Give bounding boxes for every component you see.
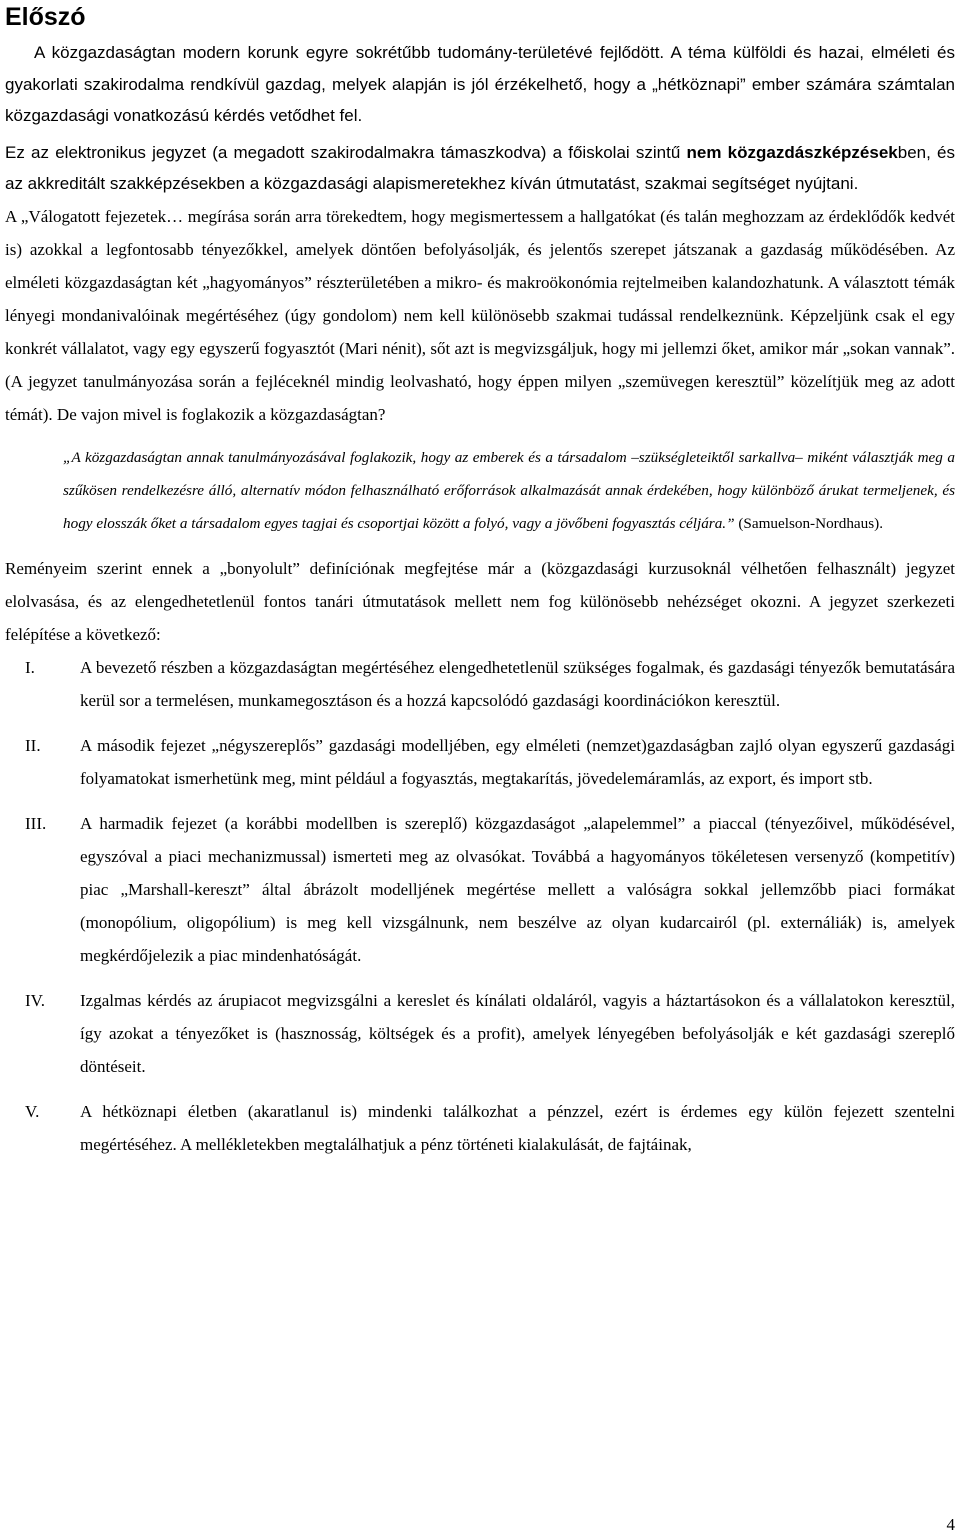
list-item-text: A bevezető részben a közgazdaságtan megértéséhez elengedhetetlenül szükséges fogalmak, és gazdasági tényezők bemutatására kerül sor a termelésen, munkamegosztáson és a hozzá kapcsolódó gazdasági koordinációkon keresztül. [80, 657, 955, 710]
quote-source: (Samuelson-Nordhaus). [734, 514, 884, 532]
definition-quote [63, 441, 955, 540]
list-item-text: A hétköznapi életben (akaratlanul is) mindenki találkozhat a pénzzel, ezért is érdemes egy külön fejezett szentelni megértéséhez. A mellékletekben megtalálhatjuk a pénz történeti kialakulását, de fajtáinak, [80, 1101, 955, 1154]
list-item-text: A harmadik fejezet (a korábbi modellben is szereplő) közgazdaságot „alapelemmel” a piaccal (tényezőivel, működésével, egyszóval a piaci mechanizmussal) ismerteti meg az olvasókat. Továbbá a hagyományos tökéletesen versenyző (kompetitív) piac „Marshall-kereszt” által ábrázolt modelljének megértése mellett a valóságra sokkal jellemzőbb piaci formákat (monopólium, oligopólium) is meg kell vizsgálnunk, nem beszélve az olyan kudarcairól (pl. externáliák) is, amelyek megkérdőjelezik a piac mindenhatóságát. [80, 813, 955, 965]
quote-text: „A közgazdaságtan annak tanulmányozásával foglakozik, hogy az emberek és a társadalom –szükségleteiktől sarkallva– miként választják meg a szűkösen rendelkezésre álló, alternatív módon felhasználható erőforrások alkalmazását annak érdekében, hogy különböző árukat termeljenek, és hogy elosszák őket a társadalom egyes tagjai és csoportjai között a folyó, vagy a jövőbeni fogyasztás céljára.” [63, 448, 955, 532]
page-number: 4 [946, 1515, 955, 1534]
purpose-emphasis: nem közgazdászképzések [686, 142, 898, 162]
purpose-paragraph [5, 137, 955, 200]
structure-list [5, 651, 955, 1161]
purpose-text-end: ben, és az akkreditált szakképzésekben a közgazdasági alapismeretekhez kíván útmutatást, szakmai segítséget nyújtani. [5, 142, 955, 193]
list-item-number: V. [25, 1101, 40, 1121]
list-item [5, 807, 955, 972]
list-item-text: A második fejezet „négyszereplős” gazdasági modelljében, egy elméleti (nemzet)gazdaságban zajló olyan egyszerű gazdasági folyamatokat ismerhetünk meg, mint például a fogyasztás, megtakarítás, jövedelemáramlás, az export, és import stb. [80, 735, 955, 788]
page-title: Előszó [5, 3, 86, 31]
list-item-number: II. [25, 735, 41, 755]
list-item [5, 729, 955, 795]
list-item [5, 651, 955, 717]
intro-paragraph: A közgazdaságtan modern korunk egyre sokrétűbb tudomány-területévé fejlődött. A téma külföldi és hazai, elméleti és gyakorlati szakirodalma rendkívül gazdag, melyek alapján is jól érzékelhető, hogy a „hétköznapi” ember számára számtalan közgazdasági vonatkozású kérdés vetődhet fel. [5, 43, 955, 125]
purpose-text-start: Ez az elektronikus jegyzet (a megadott szakirodalmakra támaszkodva) a főiskolai szintű [5, 142, 687, 162]
list-item-number: I. [25, 657, 35, 677]
chapters-paragraph: A „Válogatott fejezetek… megírása során arra törekedtem, hogy megismertessem a hallgatókat (és talán meghozzam az érdeklődők kedvét is) azokkal a legfontosabb tényezőkkel, amelyek döntően befolyásolják, és jelentős szerepet játszanak a gazdaság működésében. Az elméleti közgazdaságtan két „hagyományos” részterületében a mikro- és makroökonómia rejtelmeiben kalandozhatunk. A választott témák lényegi mondanivalóinak megértéséhez (úgy gondolom) nem kell különösebb szakmai tudással rendelkeznünk. Képzeljünk csak el egy konkrét vállalatot, vagy egy egyszerű fogyasztót (Mari nénit), sőt azt is megvizsgáljuk, hogy mi jellemzi őket, amikor már „sokan vannak”. (A jegyzet tanulmányozása során a fejléceknél mindig leolvasható, hogy éppen milyen „szemüvegen keresztül” közelítjük meg az adott témát). De vajon mivel is foglakozik a közgazdaságtan? [5, 206, 955, 424]
list-item [5, 984, 955, 1083]
hope-paragraph: Reményeim szerint ennek a „bonyolult” definíciónak megfejtése már a (közgazdasági kurzusoknál vélhetően felhasznált) jegyzet elolvasása, és az elengedhetetlenül fontos tanári útmutatások mellett nem fog különösebb nehézséget okozni. A jegyzet szerkezeti felépítése a következő: [5, 558, 955, 644]
list-item [5, 1095, 955, 1161]
list-item-text: Izgalmas kérdés az árupiacot megvizsgálni a kereslet és kínálati oldaláról, vagyis a háztartásokon és a vállalatokon keresztül, így azokat a tényezőket is (hasznosság, költségek és a profit), amelyek lényegében befolyásolják e két gazdasági szereplő döntéseit. [80, 990, 955, 1076]
document-page [5, 0, 955, 1173]
list-item-number: IV. [25, 990, 45, 1010]
list-item-number: III. [25, 813, 47, 833]
